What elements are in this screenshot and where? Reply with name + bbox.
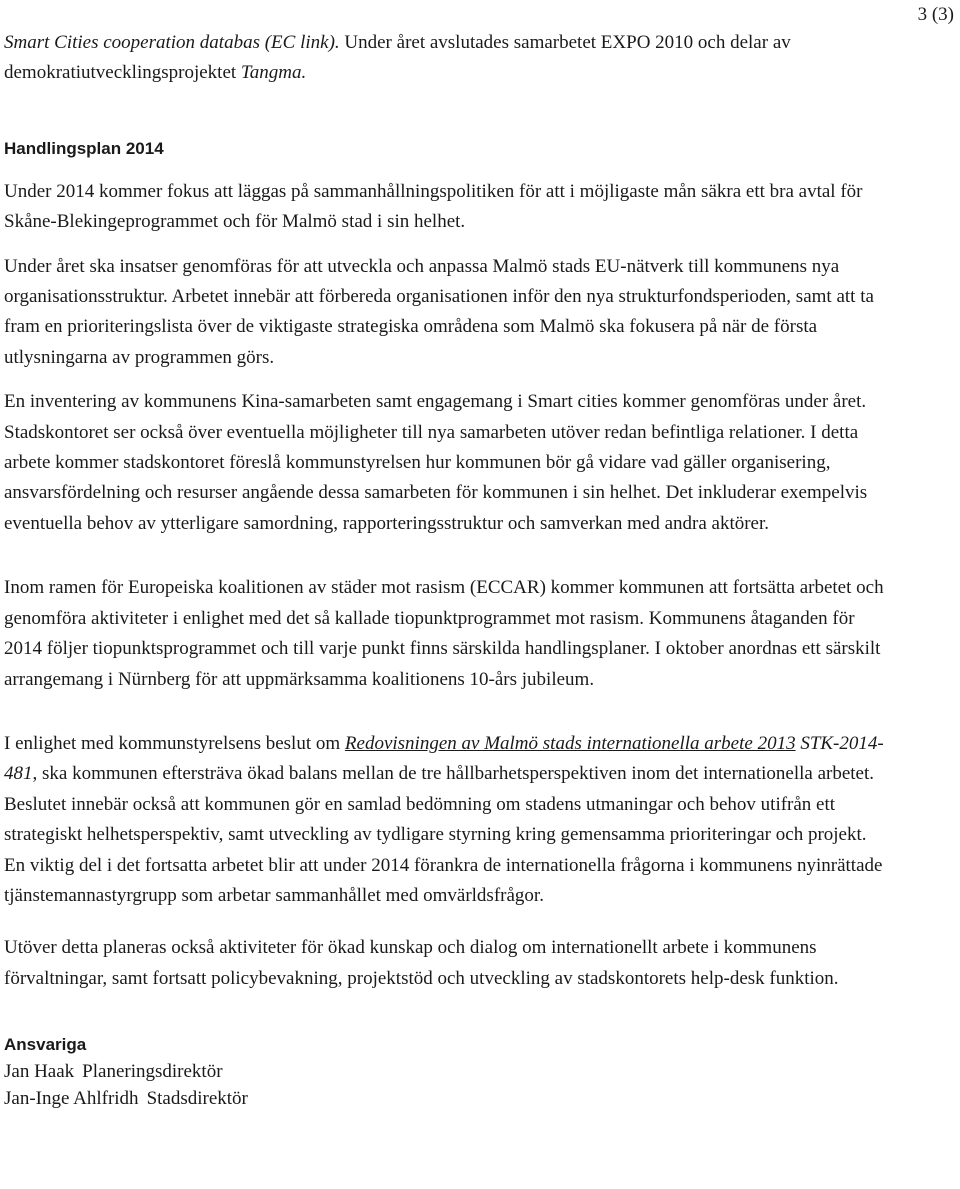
paragraph-5-lead: I enlighet med kommunstyrelsens beslut om bbox=[4, 732, 345, 754]
report-link[interactable]: Redovisningen av Malmö stads internationella arbete 2013 bbox=[344, 732, 796, 754]
page-number: 3 (3) bbox=[917, 4, 954, 25]
paragraph-4: Inom ramen för Europeiska koalitionen av städer mot rasism (ECCAR) kommer kommunen att fortsätta arbetet och genomföra aktiviteter i enlighet med det så kallade tiopunktprogrammet mot rasism. Kommunens åtaganden för 2014 följer tiopunktsprogrammet och till varje punkt finns särskilda handlingsplaner. I oktober anordnas ett särskilt arrangemang i Nürnberg för att uppmärksamma koalitionens 10-års jubileum. bbox=[4, 577, 884, 690]
intro-italic-project: Tangma. bbox=[240, 62, 307, 84]
person-name: Jan-Inge Ahlfridh bbox=[4, 1088, 139, 1110]
paragraph-3: En inventering av kommunens Kina-samarbeten samt engagemang i Smart cities kommer genomföras under året. Stadskontoret ser också över eventuella möjligheter till nya samarbeten utöver redan befintliga relationer. I detta arbete kommer stadskontoret föreslå kommunstyrelsen hur kommunen bör gå vidare vad gäller organisering, ansvarsfördelning och resurser angående dessa samarbeten för kommunen i sin helhet. Det inkluderar exempelvis eventuella behov av ytterligare samordning, rapporteringsstruktur och samverkan med andra aktörer. bbox=[4, 391, 868, 534]
paragraph-5 bbox=[4, 729, 884, 911]
person-role: Planeringsdirektör bbox=[82, 1061, 223, 1083]
section-heading: Handlingsplan 2014 bbox=[4, 138, 164, 158]
case-reference: STK-2014-481 bbox=[4, 732, 884, 785]
intro-italic-link[interactable]: Smart Cities cooperation databas (EC link). bbox=[4, 32, 340, 53]
intro-paragraph bbox=[4, 28, 884, 89]
responsible-heading: Ansvariga bbox=[4, 1035, 87, 1055]
intro-text: Under året avslutades samarbetet EXPO 2010 och delar av demokratiutvecklingsprojektet bbox=[4, 32, 791, 84]
person-role: Stadsdirektör bbox=[146, 1088, 248, 1110]
paragraph-1: Under 2014 kommer fokus att läggas på sammanhållningspolitiken för att i möjligaste mån säkra ett bra avtal för Skåne-Blekingeprogrammet och för Malmö stad i sin helhet. bbox=[4, 180, 863, 233]
responsible-list bbox=[4, 1058, 884, 1112]
paragraph-5-body: , ska kommunen eftersträva ökad balans mellan de tre hållbarhetsperspektiven inom det internationella arbetet. Beslutet innebär också att kommunen gör en samlad bedömning om stadens utmaningar och behov utifrån ett strategiskt helhetsperspektiv, samt utveckling av tydligare styrning kring gemensamma prioriteringar och projekt. En viktig del i det fortsatta arbetet blir att under 2014 förankra de internationella frågorna i kommunens nyinrättade tjänstemannastyrgrupp som arbetar sammanhållet med omvärldsfrågor. bbox=[4, 763, 883, 906]
paragraph-2: Under året ska insatser genomföras för att utveckla och anpassa Malmö stads EU-nätverk till kommunens nya organisationsstruktur. Arbetet innebär att förbereda organisationen inför den nya strukturfondsperioden, samt att ta fram en prioriteringslista över de viktigaste strategiska områdena som Malmö ska fokusera på när de första utlysningarna av programmen görs. bbox=[4, 255, 874, 368]
document-body bbox=[4, 28, 884, 1112]
person-name: Jan Haak bbox=[4, 1061, 75, 1083]
responsible-person bbox=[4, 1058, 884, 1085]
paragraph-6: Utöver detta planeras också aktiviteter för ökad kunskap och dialog om internationellt arbete i kommunens förvaltningar, samt fortsatt policybevakning, projektstöd och utveckling av stadskontorets help-desk funktion. bbox=[4, 937, 839, 989]
responsible-person bbox=[4, 1085, 884, 1112]
